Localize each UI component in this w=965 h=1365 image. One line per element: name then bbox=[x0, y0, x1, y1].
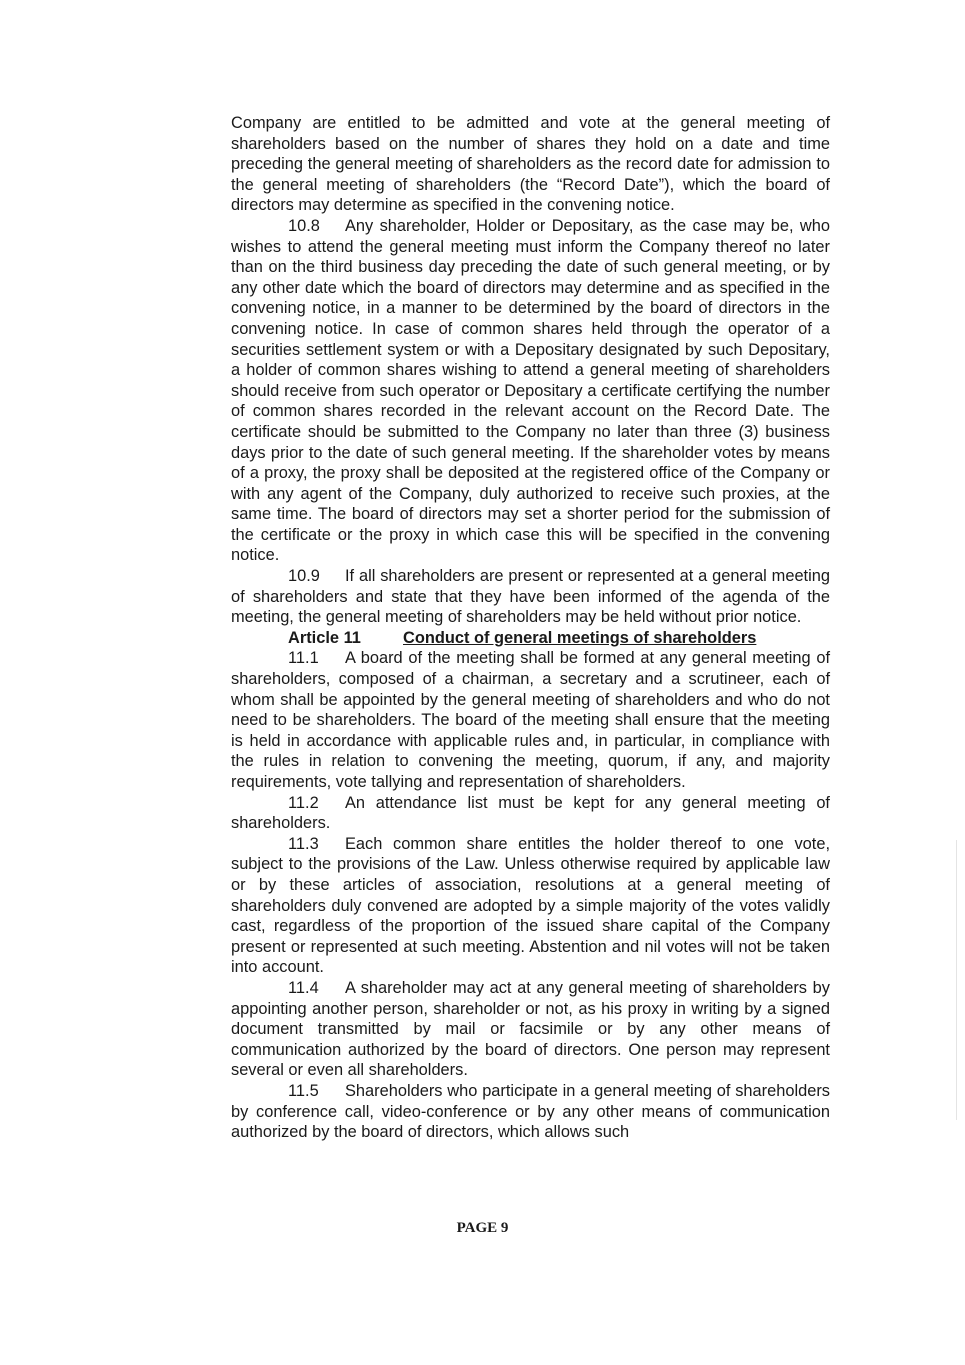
section-number: 11.3 bbox=[288, 834, 319, 853]
page-number: PAGE 9 bbox=[456, 1220, 509, 1236]
section-text: Shareholders who participate in a general meeting of shareholders by conference call, video-conference or by any other means of communication authorized by the board of directors, which allows such bbox=[231, 1081, 830, 1142]
section-number: 11.1 bbox=[288, 649, 319, 668]
paragraph-11-2 bbox=[231, 793, 830, 834]
section-number: 10.9 bbox=[288, 567, 320, 586]
paragraph-11-3 bbox=[231, 834, 830, 978]
paragraph-11-5 bbox=[231, 1081, 830, 1143]
section-number: 11.5 bbox=[288, 1081, 319, 1100]
article-title: Conduct of general meetings of shareholders bbox=[403, 628, 757, 647]
paragraph-10-8 bbox=[231, 216, 830, 566]
section-number: 11.4 bbox=[288, 978, 319, 997]
paragraph-11-1 bbox=[231, 648, 830, 792]
section-text: An attendance list must be kept for any general meeting of shareholders. bbox=[231, 793, 830, 833]
body-text bbox=[231, 113, 830, 1143]
paragraph-10-9 bbox=[231, 566, 830, 628]
section-text: If all shareholders are present or represented at a general meeting of shareholders and state that they have been informed of the agenda of the meeting, the general meeting of shareholders may be held without prior notice. bbox=[231, 567, 830, 627]
section-text: Any shareholder, Holder or Depositary, as the case may be, who wishes to attend the general meeting must inform the Company thereof no later than on the third business day preceding the date of such general meeting, or by any other date which the board of directors may determine and as specified in the convening notice, in a manner to be determined by the board of directors in the convening notice. In case of common shares held through the operator of a securities settlement system or with a Depositary designated by such Depositary, a holder of common shares wishing to attend a general meeting of shareholders should receive from such operator or Depositary a certificate certifying the number of common shares recorded in the relevant account on the Record Date. The certificate should be submitted to the Company no later than three (3) business days prior to the date of such general meeting. If the shareholder votes by means of a proxy, the proxy shall be deposited at the registered office of the Company or with any agent of the Company, duly authorized to receive such proxies, at the same time. The board of directors may set a shorter period for the submission of the certificate or the proxy in which case this will be specified in the convening notice. bbox=[231, 216, 830, 565]
article-heading bbox=[231, 628, 830, 649]
paragraph-11-4 bbox=[231, 978, 830, 1081]
scan-edge-shadow bbox=[956, 840, 957, 1120]
article-label: Article 11 bbox=[288, 628, 361, 647]
section-text: A shareholder may act at any general meeting of shareholders by appointing another person, shareholder or not, as his proxy in writing by a signed document transmitted by mail or facsimile or by any other means of communication authorized by the board of directors. One person may represent several or even all shareholders. bbox=[231, 978, 830, 1080]
section-text: Each common share entitles the holder thereof to one vote, subject to the provisions of the Law. Unless otherwise required by applicable law or by these articles of association, resolutions at a general meeting of shareholders duly convened are adopted by a simple majority of the votes validly cast, regardless of the proportion of the issued share capital of the Company present or represented at such meeting. Abstention and nil votes will not be taken into account. bbox=[231, 834, 830, 977]
paragraph-intro: Company are entitled to be admitted and vote at the general meeting of shareholders based on the number of shares they hold on a date and time preceding the general meeting of shareholders as the record date for admission to the general meeting of shareholders (the “Record Date”), which the board of directors may determine as specified in the convening notice. bbox=[231, 114, 830, 215]
section-number: 11.2 bbox=[288, 793, 319, 812]
section-number: 10.8 bbox=[288, 216, 320, 235]
section-text: A board of the meeting shall be formed at any general meeting of shareholders, composed of a chairman, a secretary and a scrutineer, each of whom shall be appointed by the general meeting of shareholders and who do not need to be shareholders. The board of the meeting shall ensure that the meeting is held in accordance with applicable rules and, in particular, in compliance with the rules in relation to convening the meeting, quorum, if any, and majority requirements, vote tallying and representation of shareholders. bbox=[231, 649, 830, 791]
